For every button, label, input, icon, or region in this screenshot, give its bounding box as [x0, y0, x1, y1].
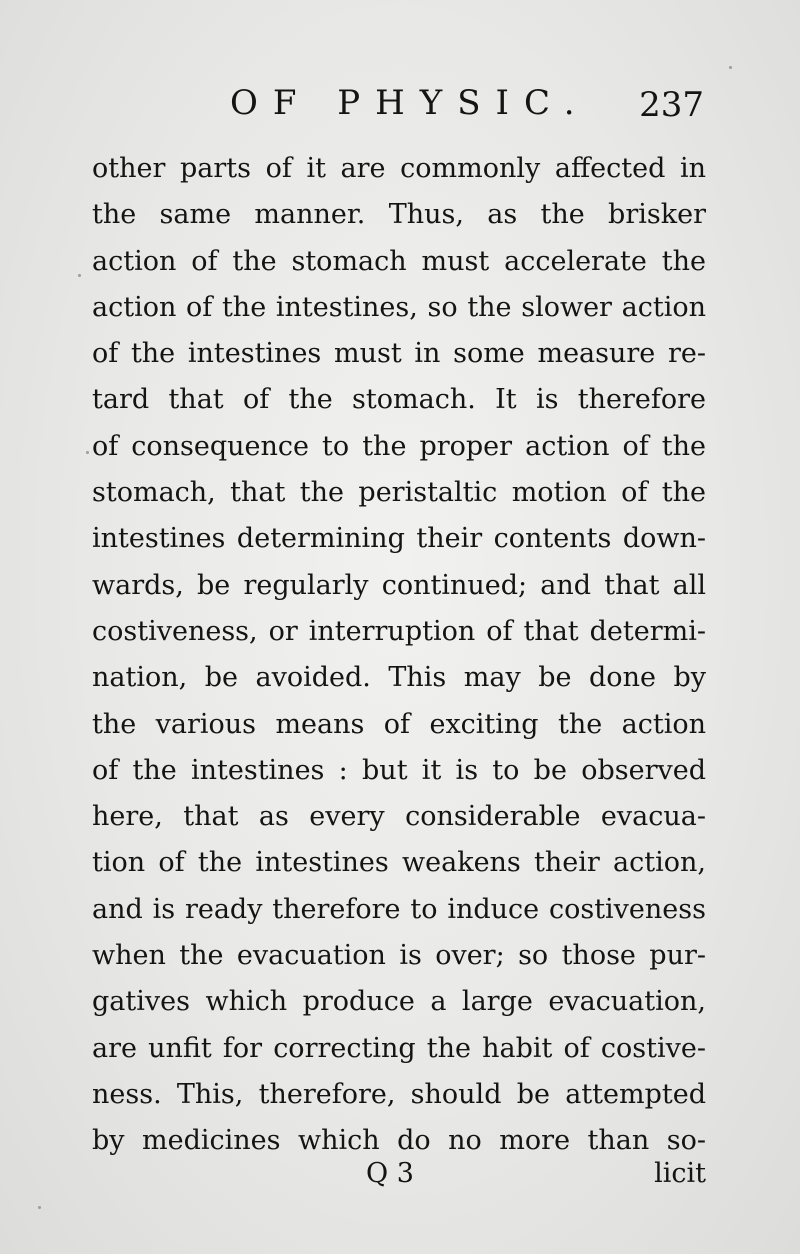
text-line: wards, be regularly continued; and that all: [92, 569, 706, 601]
page-header: [92, 78, 708, 128]
text-line: other parts of it are commonly affected in: [92, 153, 706, 184]
paper-speck: [78, 274, 81, 277]
text-line: nation, be avoided. This may be done by: [92, 662, 706, 694]
text-line: the same manner. Thus, as the brisker: [92, 199, 706, 231]
text-line: of the intestines : but it is to be observed: [92, 754, 706, 786]
catchword: licit: [654, 1158, 706, 1189]
page-footer: [92, 1150, 706, 1198]
paper-speck: [38, 1206, 41, 1209]
text-line: gatives which produce a large evacuation,: [92, 986, 706, 1018]
text-line: of the intestines must in some measure re-: [92, 338, 706, 370]
page-number: 237: [639, 85, 704, 125]
text-line: by medicines which do no more than so-: [92, 1125, 706, 1157]
text-line: tion of the intestines weakens their action,: [92, 847, 706, 879]
text-line: action of the intestines, so the slower action: [92, 291, 706, 323]
paper-speck: [729, 66, 732, 69]
text-line: intestines determining their contents down-: [92, 523, 706, 555]
running-title: OF PHYSIC.: [230, 83, 590, 123]
text-line: action of the stomach must accelerate the: [92, 245, 706, 277]
signature-mark: Q 3: [366, 1158, 414, 1189]
text-line: stomach, that the peristaltic motion of the: [92, 477, 706, 509]
text-line: and is ready therefore to induce costiveness: [92, 893, 706, 925]
text-line: are unfit for correcting the habit of costive-: [92, 1032, 706, 1064]
text-line: tard that of the stomach. It is therefore: [92, 384, 706, 416]
text-line: when the evacuation is over; so those pur-: [92, 940, 706, 972]
text-line: of consequence to the proper action of the: [92, 430, 706, 462]
paper-speck: [86, 451, 89, 454]
text-line: the various means of exciting the action: [92, 708, 706, 740]
text-line: ness. This, therefore, should be attempted: [92, 1078, 706, 1110]
text-line: costiveness, or interruption of that determi-: [92, 615, 706, 647]
body-text: [92, 146, 706, 1165]
text-line: here, that as every considerable evacua-: [92, 801, 706, 833]
